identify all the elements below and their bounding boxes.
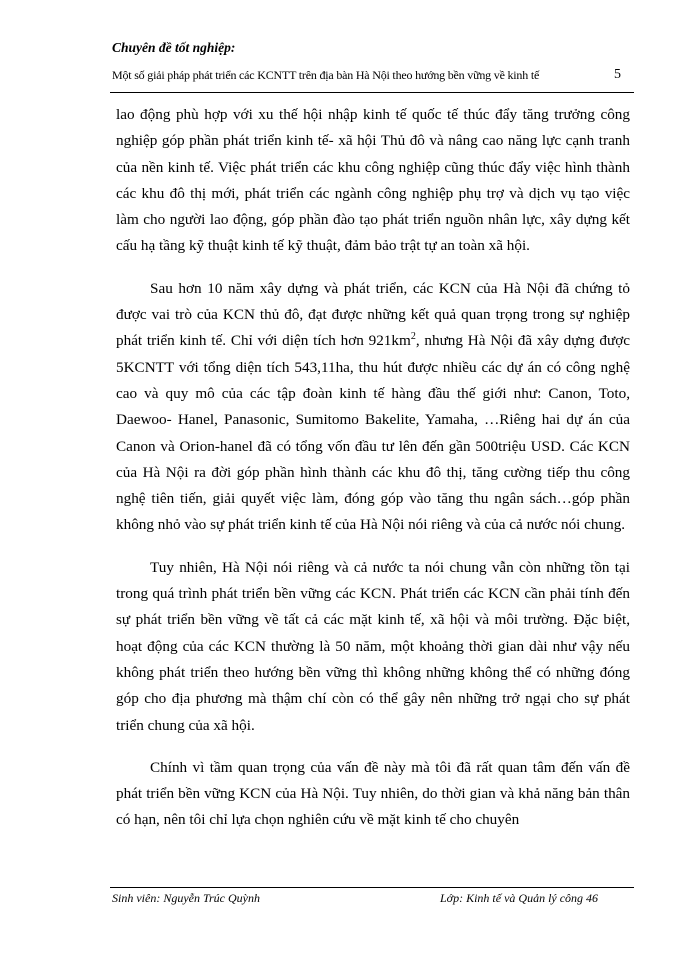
footer-class: Lớp: Kinh tế và Quản lý công 46	[440, 891, 599, 905]
document-body	[116, 102, 630, 850]
paragraph-2-text-before: Sau hơn 10 năm xây dựng và phát triển, các KCN của Hà Nội đã chứng tỏ được vai trò của KCN thủ đô, đạt được những kết quả quan trọng trong sự nghiệp phát triển kinh tế. Chỉ với diện tích hơn 921km	[116, 279, 630, 350]
area-unit-superscript: 2	[410, 331, 416, 343]
paragraph-3: Tuy nhiên, Hà Nội nói riêng và cả nước ta nói chung vẫn còn những tồn tại trong quá trình phát triển bền vững các KCN. Phát triển các KCN cần phải tính đến sự phát triển bền vững về tất cả các mặt kinh tế, xã hội và môi trường. Đặc biệt, hoạt động của các KCN thường là 50 năm, một khoảng thời gian dài như vậy nếu không phát triển theo hướng bền vững thì không những không thể có những đóng góp cho địa phương mà thậm chí còn có thể gây nên những trở ngại cho sự phát triển chung của xã hội.	[116, 558, 630, 734]
page-number: 5	[614, 67, 621, 82]
paragraph-1: lao động phù hợp với xu thế hội nhập kinh tế quốc tế thúc đẩy tăng trưởng công nghiệp góp phần phát triển kinh tế- xã hội Thủ đô và nâng cao năng lực cạnh tranh của nền kinh tế. Việc phát triển các khu công nghiệp cũng thúc đẩy việc hình thành các khu đô thị mới, phát triển các ngành công nghiệp phụ trợ và dịch vụ tạo việc làm cho người lao động, góp phần đào tạo phát triển nguồn nhân lực, xây dựng kết cấu hạ tầng kỹ thuật kinh tế kỹ thuật, đảm bảo trật tự an toàn xã hội.	[116, 106, 630, 255]
footer-divider	[110, 887, 634, 888]
document-title: Chuyên đề tốt nghiệp:	[112, 40, 236, 55]
header-divider	[110, 92, 634, 93]
paragraph-4: Chính vì tầm quan trọng của vấn đề này mà tôi đã rất quan tâm đến vấn đề phát triển bền vững KCN của Hà Nội. Tuy nhiên, do thời gian và khả năng bản thân có hạn, nên tôi chỉ lựa chọn nghiên cứu về mặt kinh tế cho chuyên	[116, 758, 630, 829]
footer-student: Sinh viên: Nguyễn Trúc Quỳnh	[112, 891, 260, 905]
document-subtitle: Một số giải pháp phát triển các KCNTT trên địa bàn Hà Nội theo hướng bền vững về kinh tế	[112, 68, 540, 82]
paragraph-2	[116, 276, 630, 539]
paragraph-2-text-after: , nhưng Hà Nội đã xây dựng được 5KCNTT với tổng diện tích 543,11ha, thu hút được nhiều các dự án có công nghệ cao và quy mô của các tập đoàn kinh tế hàng đầu thế giới như: Canon, Toto, Daewoo- Hanel, Panasonic, Sumitomo Bakelite, Yamaha, …Riêng hai dự án của Canon và Orion-hanel đã có tổng vốn đầu tư lên đến gần 500triệu USD. Các KCN của Hà Nội ra đời góp phần hình thành các khu đô thị, tăng cường tiếp thu công nghệ tiên tiến, giải quyết việc làm, đóng góp vào tăng thu ngân sách…góp phần không nhỏ vào sự phát triển kinh tế của Hà Nội nói riêng và của cả nước nói chung.	[116, 332, 630, 534]
